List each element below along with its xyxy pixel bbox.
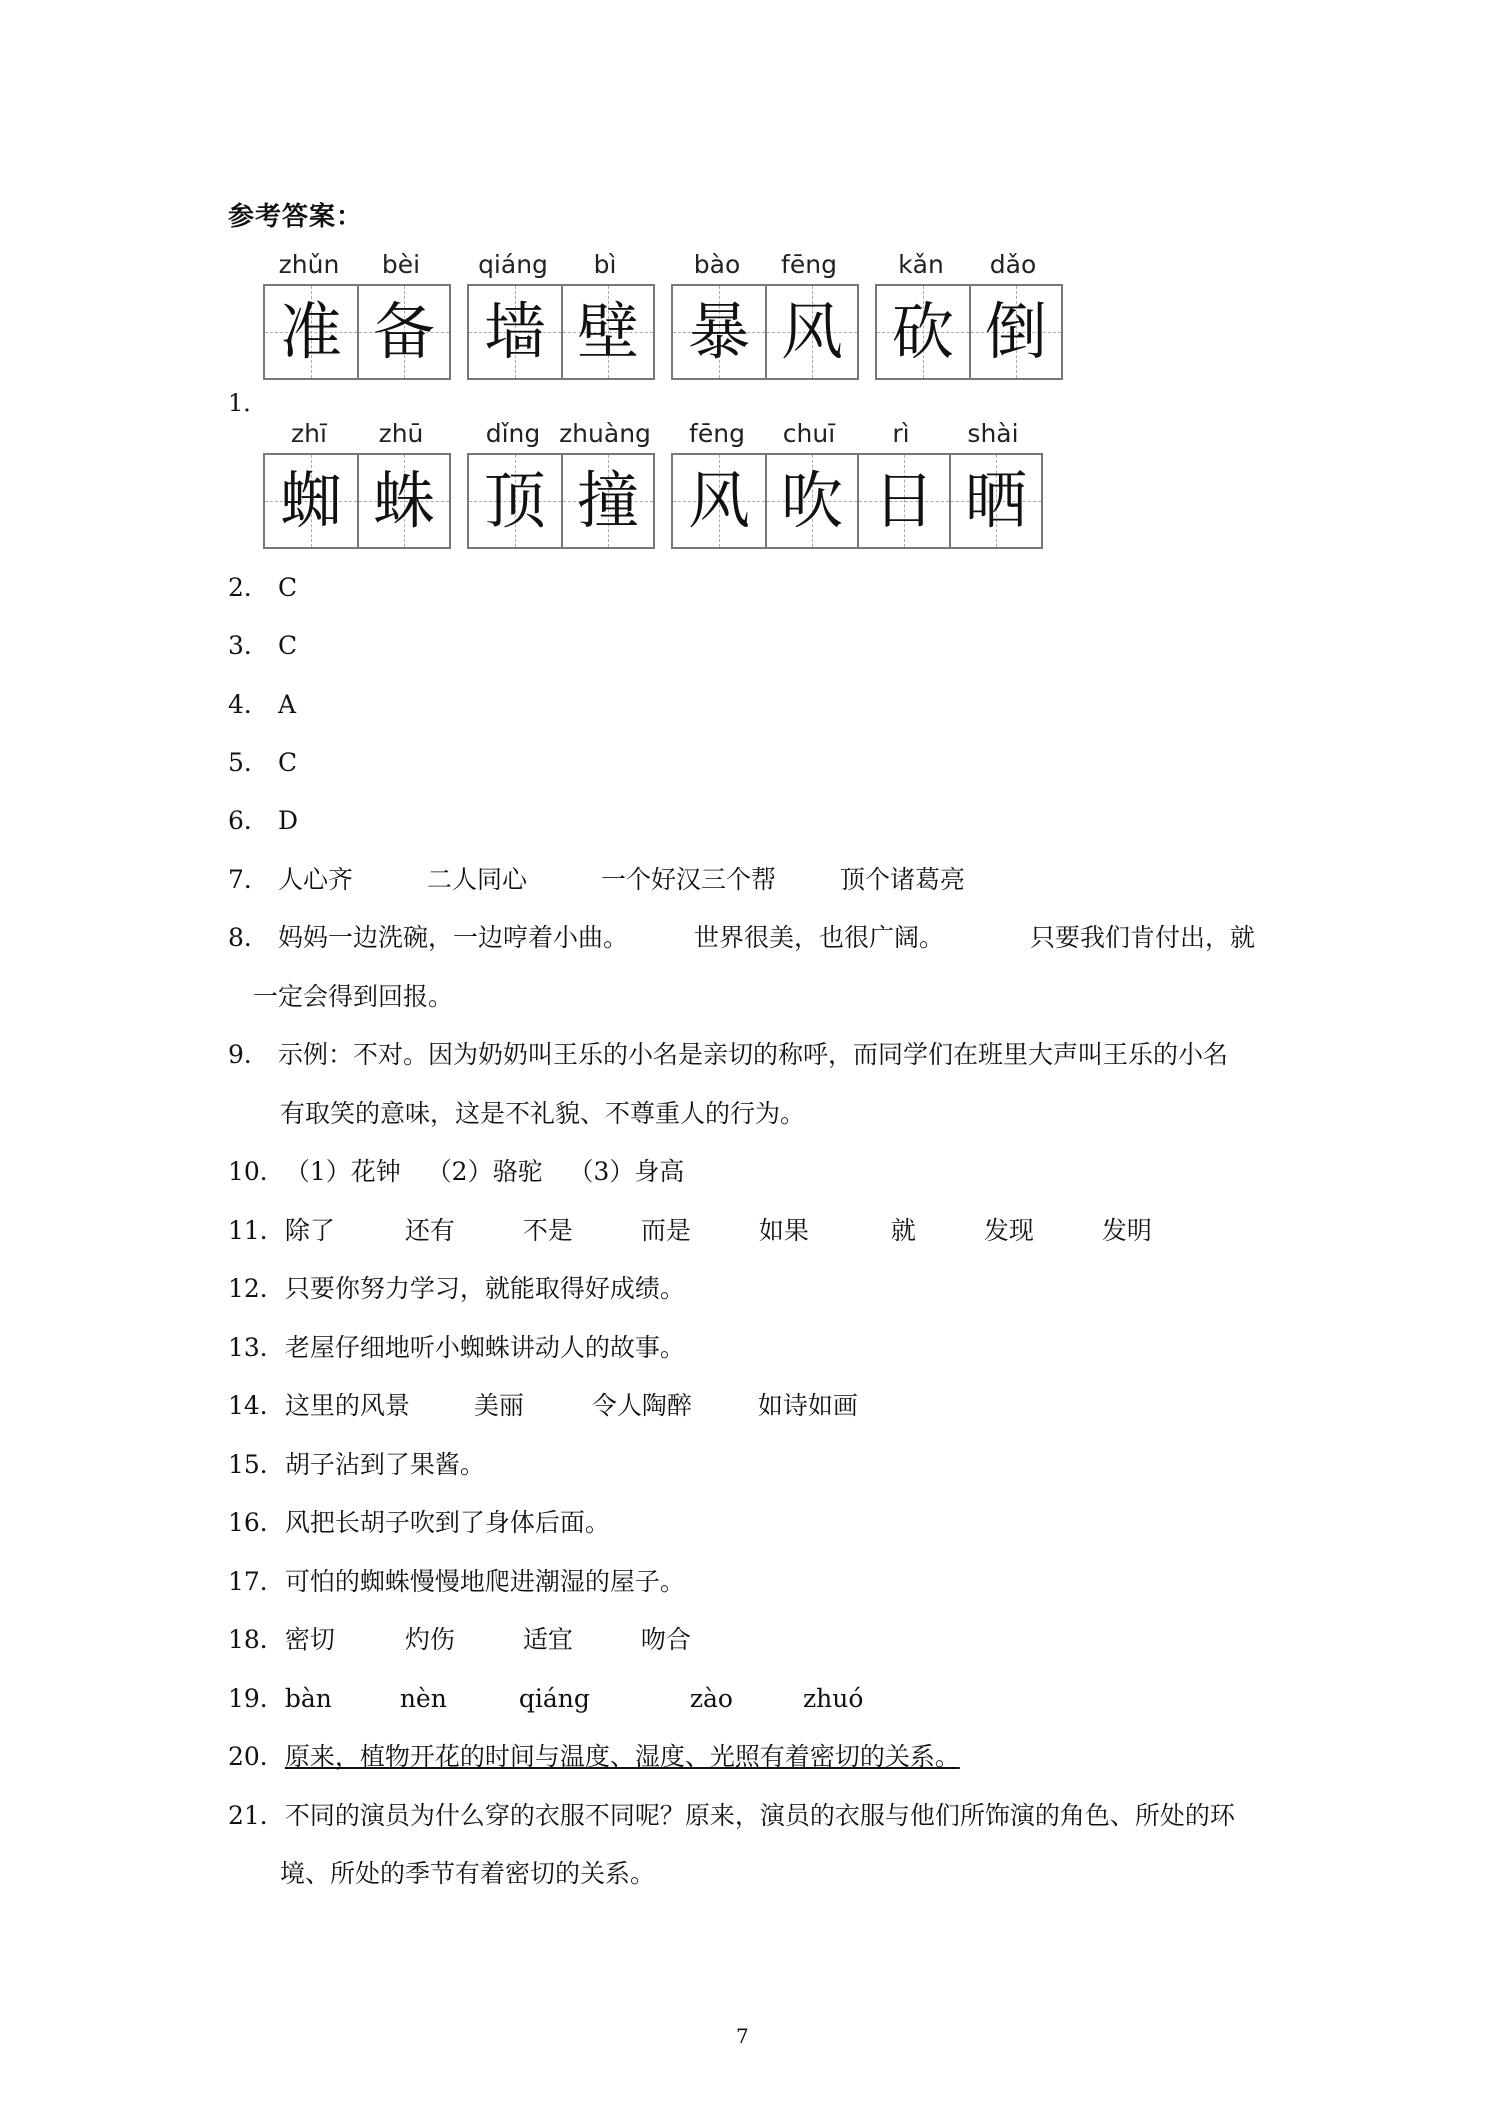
hanzi-character: 准 [279,295,342,368]
word-group [263,415,451,549]
answer-19: 19．bàn nèn qiáng zào zhuó [228,1684,864,1713]
word-group [263,246,451,380]
answer-16: 16．风把长胡子吹到了身体后面。 [228,1508,610,1537]
pinyin-label: bèi [381,250,421,279]
answer-13: 13．老屋仔细地听小蜘蛛讲动人的故事。 [228,1333,685,1362]
answer-3: 3． C [228,631,298,660]
hanzi-character: 吹 [780,464,843,537]
word-group [671,246,859,380]
answer-14: 14．这里的风景 美丽 令人陶醉 如诗如画 [228,1391,858,1420]
pinyin-label: kǎn [898,250,944,279]
character-box [765,286,857,378]
answer-15: 15．胡子沾到了果酱。 [228,1450,485,1479]
hanzi-character: 顶 [483,464,546,537]
character-box [561,455,653,547]
answer-9-continued: 有取笑的意味，这是不礼貌、不尊重人的行为。 [280,1099,806,1128]
pinyin-label: rì [892,419,910,448]
answer-21: 21．不同的演员为什么穿的衣服不同呢？原来，演员的衣服与他们所饰演的角色、所处的环 [228,1801,1235,1830]
answer-10: 10．（1）花钟 （2）骆驼 （3）身高 [228,1157,685,1186]
hanzi-character: 壁 [576,295,639,368]
character-box [265,286,357,378]
pinyin-label: dǐng [485,419,541,448]
pinyin-label: chuī [782,419,836,448]
pinyin-label: dǎo [989,250,1037,279]
answer-2: 2． C [228,573,298,602]
hanzi-character: 晒 [964,464,1027,537]
character-box [469,455,561,547]
answer-17: 17．可怕的蜘蛛慢慢地爬进潮湿的屋子。 [228,1567,685,1596]
pinyin-label: zhī [291,419,327,448]
answer-7: 7． 人心齐 二人同心 一个好汉三个帮 顶个诸葛亮 [228,865,966,894]
character-box [765,455,857,547]
answer-8: 8． 妈妈一边洗碗，一边哼着小曲。 世界很美，也很广阔。 只要我们肯付出，就 [228,923,1256,952]
hanzi-character: 蛛 [372,464,435,537]
word-group [467,415,655,549]
hanzi-character: 墙 [483,295,546,368]
hanzi-character: 蜘 [279,464,342,537]
word-group [875,246,1063,380]
word-group [467,246,655,380]
character-grid-row-1 [263,246,1079,380]
pinyin-label: shài [967,419,1019,448]
answer-5: 5． C [228,748,298,777]
hanzi-character: 风 [780,295,843,368]
hanzi-character: 备 [372,295,435,368]
character-box [949,455,1041,547]
character-box [673,455,765,547]
word-group [671,415,1043,549]
answer-4: 4． A [228,690,297,719]
page-number: 7 [736,2024,749,2048]
character-box [561,286,653,378]
hanzi-character: 暴 [687,295,750,368]
pinyin-label: qiáng [478,250,548,279]
answer-12: 12．只要你努力学习，就能取得好成绩。 [228,1274,685,1303]
character-box [469,286,561,378]
hanzi-character: 日 [872,464,935,537]
answer-20: 20．原来，植物开花的时间与温度、湿度、光照有着密切的关系。 [228,1742,960,1771]
character-box [673,286,765,378]
answer-8-continued: 一定会得到回报。 [253,982,454,1011]
character-box [857,455,949,547]
character-box [357,455,449,547]
hanzi-character: 风 [687,464,750,537]
answer-heading: 参考答案： [228,202,364,232]
hanzi-character: 砍 [891,295,954,368]
pinyin-label: bào [693,250,741,279]
pinyin-label: zhuàng [559,419,651,448]
character-box [265,455,357,547]
answer-6: 6． D [228,806,299,835]
character-box [357,286,449,378]
pinyin-label: zhǔn [278,250,340,279]
pinyin-label: fēng [781,250,837,279]
hanzi-character: 撞 [576,464,639,537]
question-number-1: 1． [228,389,268,417]
pinyin-label: bì [593,250,617,279]
character-box [969,286,1061,378]
answer-11: 11．除了 还有 不是 而是 如果 就 发现 发明 [228,1216,1152,1245]
character-box [877,286,969,378]
answer-21-continued: 境、所处的季节有着密切的关系。 [280,1859,656,1888]
answer-9: 9． 示例：不对。因为奶奶叫王乐的小名是亲切的称呼，而同学们在班里大声叫王乐的小名 [228,1040,1229,1069]
pinyin-label: zhū [378,419,424,448]
character-grid-row-2 [263,415,1059,549]
hanzi-character: 倒 [984,295,1047,368]
pinyin-label: fēng [689,419,745,448]
answer-18: 18．密切 灼伤 适宜 吻合 [228,1625,691,1654]
